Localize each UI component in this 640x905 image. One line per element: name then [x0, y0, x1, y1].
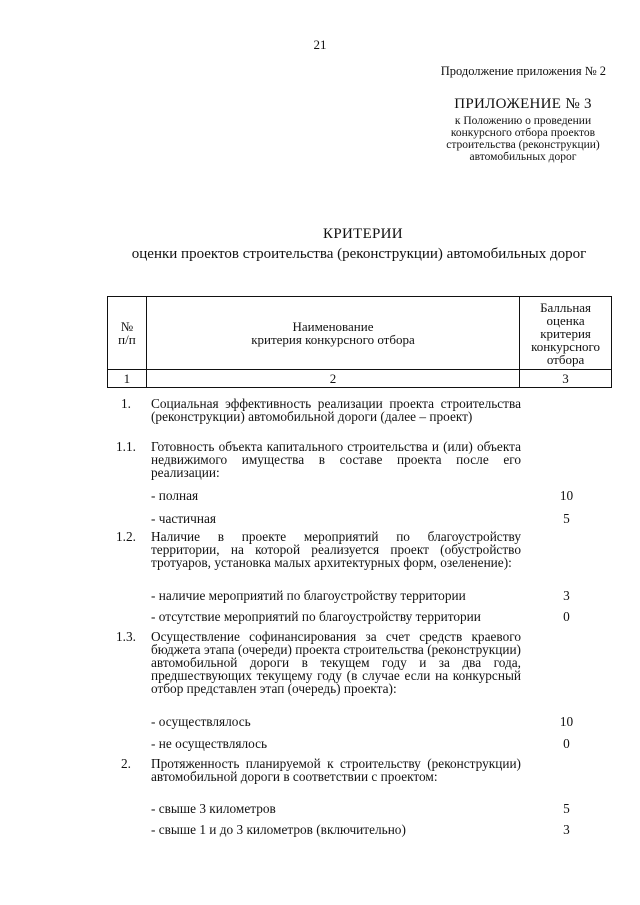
table-row: - осуществлялось 10 [151, 714, 574, 729]
column-number: 3 [520, 370, 612, 388]
criteria-subtitle: оценки проектов строительства (реконструкции) автомобильных дорог [131, 246, 587, 262]
table-row: - свыше 1 и до 3 километров (включительно) 3 [151, 822, 570, 837]
appendix-block [430, 96, 616, 163]
page-number: 21 [313, 37, 327, 52]
continuation-note: Продолжение приложения № 2 [440, 64, 606, 78]
criteria-title: КРИТЕРИИ [323, 226, 403, 242]
table-row: 1. Социальная эффективность реализации проекта строительства (реконструкции) автомобильной дороги (далее – проект) [121, 396, 521, 424]
column-number: 1 [108, 370, 147, 388]
appendix-title: ПРИЛОЖЕНИЕ № 3 [454, 96, 592, 112]
appendix-line: конкурсного отбора проектов [450, 127, 596, 139]
header-score: Балльная оценка критерия конкурсного отбора [520, 297, 612, 370]
column-number: 2 [146, 370, 519, 388]
table-row: - наличие мероприятий по благоустройству территории 3 [151, 588, 570, 603]
appendix-line: строительства (реконструкции) [446, 139, 600, 151]
appendix-line: к Положению о проведении [454, 115, 592, 127]
header-num: № п/п [108, 297, 147, 370]
table-row: 2. Протяженность планируемой к строительству (реконструкции) автомобильной дороги в соответствии с проектом: [121, 756, 521, 784]
table-row: - полная 10 [151, 488, 574, 503]
table-row: 1.1. Готовность объекта капитального строительства и (или) объекта недвижимого имущества в составе проекта после его реализации: [116, 439, 521, 480]
table-row: 1.2. Наличие в проекте мероприятий по благоустройству территории, на которой реализуется проект (обустройство тротуаров, установка малых архитектурных форм, озеленение): [116, 529, 521, 570]
criteria-rows [107, 397, 612, 843]
table-row: - свыше 3 километров 5 [151, 801, 570, 816]
table-row: - частичная 5 [151, 511, 570, 526]
header-name: Наименование критерия конкурсного отбора [146, 297, 519, 370]
appendix-line: автомобильных дорог [469, 151, 577, 163]
criteria-table-header [107, 296, 612, 388]
table-row: - не осуществлялось 0 [151, 736, 570, 751]
table-row: - отсутствие мероприятий по благоустройству территории 0 [151, 609, 570, 624]
table-row: 1.3. Осуществление софинансирования за счет средств краевого бюджета этапа (очереди) проекта строительства (реконструкции) автомобильной дороги в текущем году и за два года, предшествующих текущему году (в случае если на конкурсный отбор представлен этап (очередь) проекта): [116, 629, 521, 696]
